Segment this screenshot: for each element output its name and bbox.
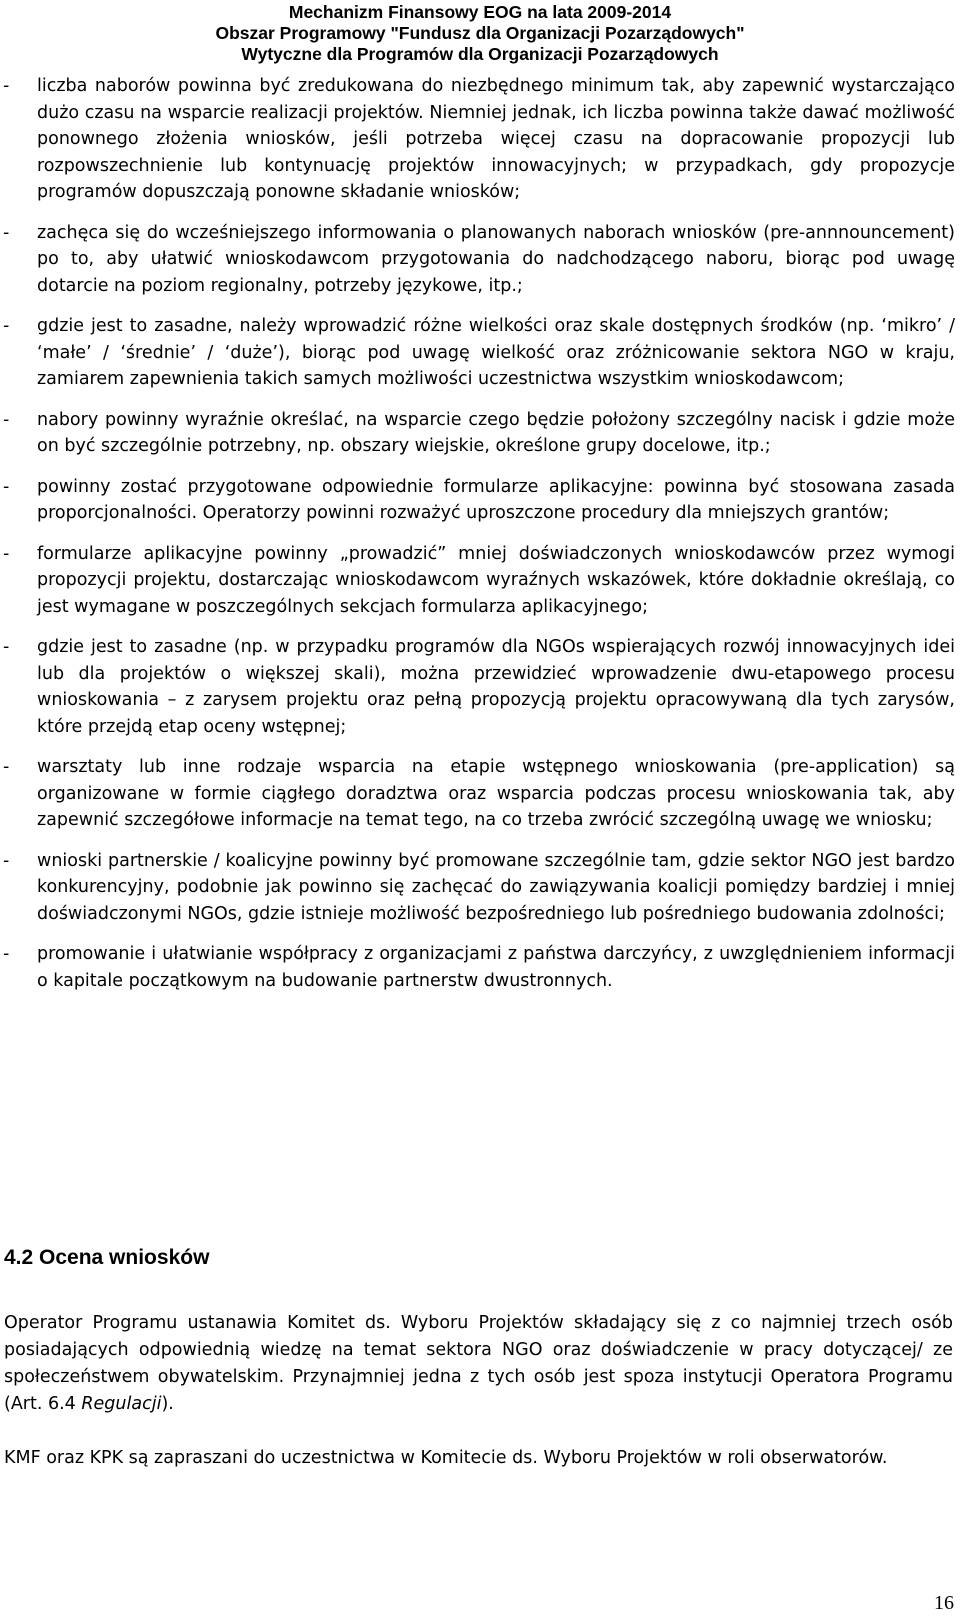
header-line-1: Mechanizm Finansowy EOG na lata 2009-2014 (288, 2, 672, 22)
paragraph-end: ). (161, 1394, 174, 1414)
bullet-item (0, 313, 960, 393)
header-line-2: Obszar Programowy "Fundusz dla Organizacji Pozarządowych" (215, 23, 745, 43)
bullet-marker: - (3, 944, 10, 964)
bullet-marker: - (3, 757, 10, 777)
bullet-marker: - (3, 76, 10, 96)
bullet-text: gdzie jest to zasadne, należy wprowadzić różne wielkości oraz skale dostępnych środków (np. ‘mikro’ / ‘małe’ / ‘średnie’ / ‘duże’), biorąc pod uwagę wielkość oraz zróżnicowanie sektora NGO w kraju, zamiarem zapewnienia takich samych możliwości uczestnictwa wszystkim wnioskodawcom; (37, 316, 955, 389)
bullet-item (0, 754, 960, 834)
page-number: 16 (934, 1592, 954, 1614)
bullet-item (0, 941, 960, 994)
bullet-text: zachęca się do wcześniejszego informowania o planowanych naborach wniosków (pre-annnouncement) po to, aby ułatwić wnioskodawcom przygotowania do nadchodzącego naboru, biorąc pod uwagę dotarcie na poziom regionalny, potrzeby językowe, itp.; (37, 222, 955, 296)
bullet-marker: - (3, 850, 10, 871)
regulation-reference: Regulacji (81, 1394, 162, 1414)
bullet-marker: - (3, 637, 10, 657)
bullet-item (0, 541, 960, 621)
bullet-text: liczba naborów powinna być zredukowana do niezbędnego minimum tak, aby zapewnić wystarczająco dużo czasu na wsparcie realizacji projektów. Niemniej jednak, ich liczba powinna także dawać możliwość ponownego złożenia wniosków, jeśli potrzeba więcej czasu na dopracowanie propozycji lub rozpowszechnienie lub kontynuację projektów innowacyjnych; w przypadkach, gdy propozycje programów dopuszczają ponowne składanie wniosków; (37, 76, 955, 202)
section-heading: 4.2 Ocena wniosków (4, 1246, 210, 1269)
bullet-marker: - (3, 476, 10, 497)
bullet-marker: - (3, 409, 10, 430)
bullet-text: warsztaty lub inne rodzaje wsparcia na etapie wstępnego wnioskowania (pre-application) są organizowane w formie ciągłego doradztwa oraz wsparcia podczas procesu wnioskowania tak, aby zapewnić szczegółowe informacje na temat tego, na co trzeba zwrócić szczególną uwagę we wniosku; (37, 757, 955, 830)
bullet-marker: - (3, 316, 10, 336)
bullet-item (0, 73, 960, 206)
bullet-list (0, 73, 960, 1008)
bullet-text: formularze aplikacyjne powinny „prowadzić” mniej doświadczonych wnioskodawców przez wymogi propozycji projektu, dostarczając wnioskodawcom wyraźnych wskazówek, które dokładnie określają, co jest wymagane w poszczególnych sekcjach formularza aplikacyjnego; (37, 543, 955, 617)
bullet-item (0, 848, 960, 928)
bullet-text: powinny zostać przygotowane odpowiednie formularze aplikacyjne: powinna być stosowana zasada proporcjonalności. Operatorzy powinni rozważyć uproszczone procedury dla mniejszych grantów; (37, 476, 955, 523)
bullet-text: gdzie jest to zasadne (np. w przypadku programów dla NGOs wspierających rozwój innowacyjnych idei lub dla projektów o większej skali), można przewidzieć wprowadzenie dwu-etapowego procesu wnioskowania – z zarysem projektu oraz pełną propozycją projektu opracowywaną dla tych zarysów, które przejdą etap oceny wstępnej; (37, 637, 955, 737)
bullet-text: wnioski partnerskie / koalicyjne powinny być promowane szczególnie tam, gdzie sektor NGO jest bardzo konkurencyjny, podobnie jak powinno się zachęcać do zawiązywania koalicji pomiędzy bardziej i mniej doświadczonymi NGOs, gdzie istnieje możliwość bezpośredniego lub pośredniego budowania zdolności; (37, 850, 955, 924)
bullet-text: nabory powinny wyraźnie określać, na wsparcie czego będzie położony szczególny nacisk i gdzie może on być szczególnie potrzebny, np. obszary wiejskie, określone grupy docelowe, itp.; (37, 409, 955, 456)
header-line-3: Wytyczne dla Programów dla Organizacji Pozarządowych (241, 44, 719, 64)
bullet-item (0, 220, 960, 300)
bullet-text: promowanie i ułatwianie współpracy z organizacjami z państwa darczyńcy, z uwzględnieniem informacji o kapitale początkowym na budowanie partnerstw dwustronnych. (37, 944, 955, 991)
bullet-item (0, 407, 960, 460)
section-paragraph-1 (4, 1310, 953, 1418)
document-header (0, 2, 960, 65)
section-paragraph-2: KMF oraz KPK są zapraszani do uczestnictwa w Komitecie ds. Wyboru Projektów w roli obserwatorów. (4, 1448, 888, 1468)
bullet-item (0, 634, 960, 740)
bullet-marker: - (3, 222, 10, 243)
bullet-item (0, 474, 960, 527)
bullet-marker: - (3, 543, 10, 564)
paragraph-text: Operator Programu ustanawia Komitet ds. Wyboru Projektów składający się z co najmniej trzech osób posiadających odpowiednią wiedzę na temat sektora NGO oraz doświadczenie w pracy dotyczącej/ ze społeczeństwem obywatelskim. Przynajmniej jedna z tych osób jest spoza instytucji Operatora Programu (Art. 6.4 (4, 1313, 953, 1414)
